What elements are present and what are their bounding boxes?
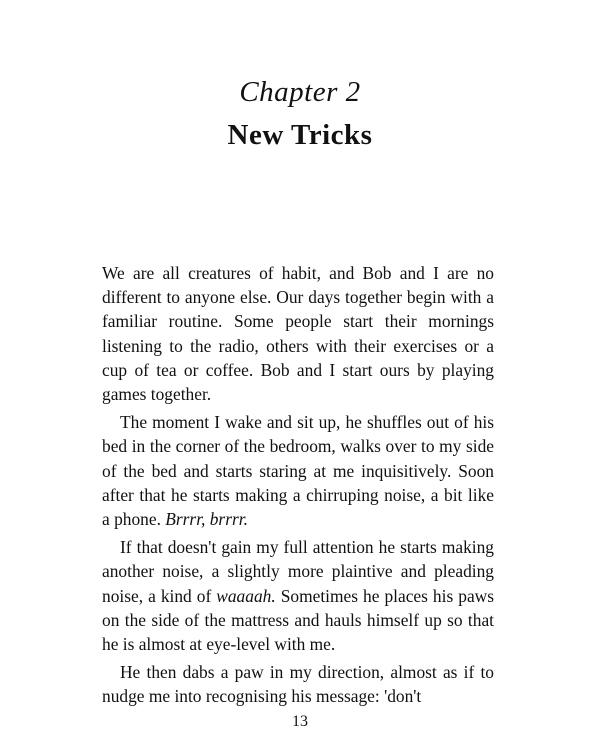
paragraph-1: We are all creatures of habit, and Bob and I are no different to anyone else. Our days together begin with a familiar routine. Some people start their mornings listening to the radio, others with their exercises or a cup of tea or coffee. Bob and I start ours by playing games together. [102, 263, 494, 405]
paragraph-3-emphasis: waaaah. [216, 585, 276, 606]
paragraph-2 [102, 410, 494, 531]
paragraph-3-text-after: Sometimes he places his paws on the side of the mattress and hauls himself up so that he is almost at eye-level with me. [102, 585, 494, 655]
paragraph-3 [102, 535, 494, 656]
paragraph-3-text: If that doesn't gain my full attention he starts making another noise, a slightly more plaintive and pleading noise, a kind of [102, 537, 494, 606]
paragraph-4: He then dabs a paw in my direction, almost as if to nudge me into recognising his message: 'don't [102, 662, 494, 707]
paragraph-2-emphasis: Brrrr, brrrr. [165, 509, 248, 530]
chapter-title: New Tricks [227, 119, 373, 151]
page-number: 13 [292, 713, 308, 730]
chapter-label: Chapter 2 [239, 76, 361, 108]
body-text [102, 261, 494, 709]
paragraph-2-text: The moment I wake and sit up, he shuffles out of his bed in the corner of the bedroom, walks over to my side of the bed and starts staring at me inquisitively. Soon after that he starts making a chirruping noise, a bit like a phone. [102, 412, 494, 530]
